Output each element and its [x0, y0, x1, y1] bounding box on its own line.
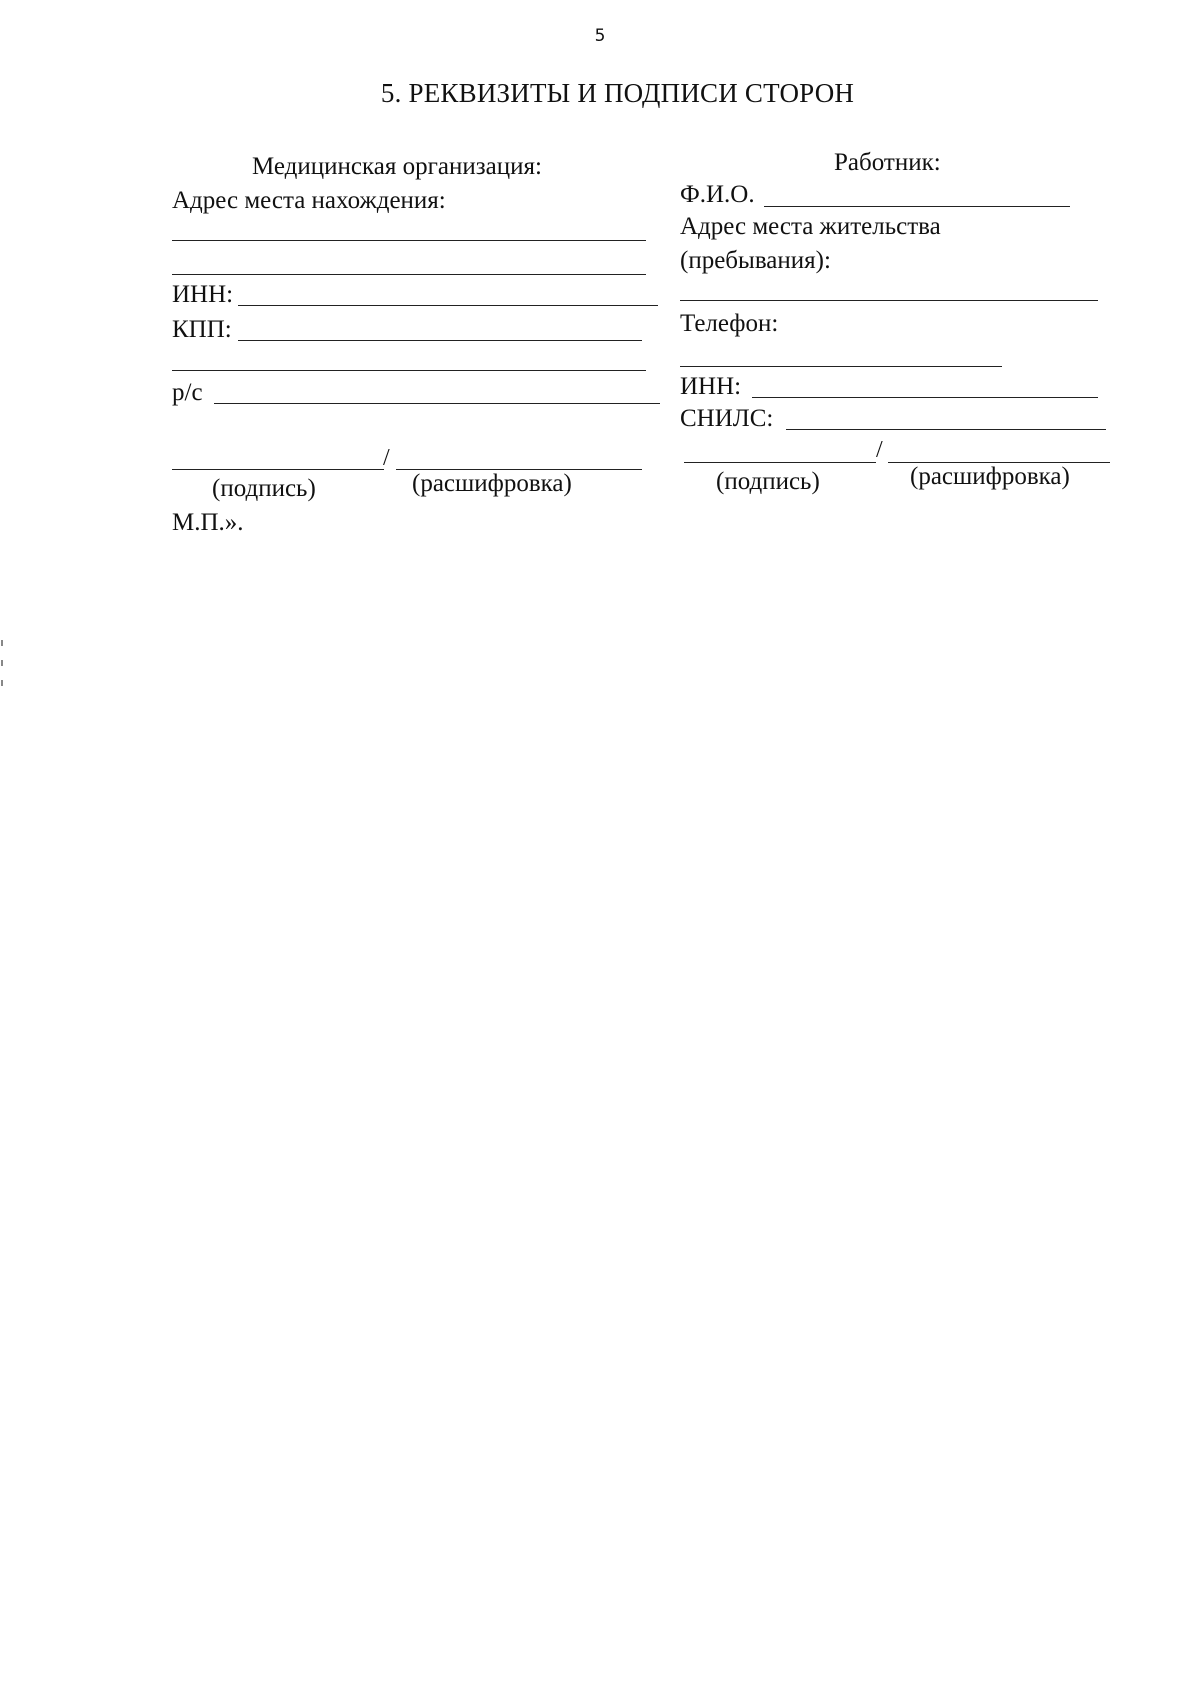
scan-artifact [1, 680, 3, 686]
organization-kpp-line[interactable] [238, 340, 642, 341]
scan-artifact [1, 640, 3, 646]
worker-fio-line[interactable] [764, 206, 1070, 207]
organization-signature-line[interactable] [172, 469, 384, 470]
worker-phone-line[interactable] [680, 366, 1002, 367]
organization-stamp: М.П.». [172, 509, 244, 536]
organization-kpp-label: КПП: [172, 316, 232, 343]
worker-fio-label: Ф.И.О. [680, 181, 755, 208]
worker-signature-line[interactable] [684, 462, 876, 463]
organization-address-line-2[interactable] [172, 274, 646, 275]
organization-inn-label: ИНН: [172, 281, 234, 308]
organization-signature-slash: / [383, 445, 390, 471]
scan-artifact [1, 660, 3, 666]
worker-inn-line[interactable] [752, 397, 1098, 398]
organization-signature-caption: (подпись) [212, 475, 316, 502]
organization-heading: Медицинская организация: [252, 153, 542, 180]
worker-phone-label: Телефон: [680, 310, 779, 337]
worker-snils-line[interactable] [786, 429, 1106, 430]
worker-address-line[interactable] [680, 300, 1098, 301]
page-number: 5 [594, 26, 606, 46]
worker-address-label-1: Адрес места жительства [680, 213, 941, 240]
organization-extra-line[interactable] [172, 370, 646, 371]
worker-signature-slash: / [876, 437, 883, 463]
section-title: 5. РЕКВИЗИТЫ И ПОДПИСИ СТОРОН [380, 78, 855, 108]
organization-address-line-1[interactable] [172, 240, 646, 241]
organization-account-label: р/с [172, 379, 203, 406]
worker-inn-label: ИНН: [680, 373, 742, 400]
organization-decoding-caption: (расшифровка) [412, 470, 572, 497]
organization-inn-line[interactable] [238, 305, 658, 306]
worker-decoding-caption: (расшифровка) [910, 463, 1070, 490]
worker-heading: Работник: [834, 149, 941, 176]
organization-account-line[interactable] [214, 403, 660, 404]
worker-snils-label: СНИЛС: [680, 405, 774, 432]
worker-signature-caption: (подпись) [716, 468, 820, 495]
worker-address-label-2: (пребывания): [680, 247, 831, 274]
organization-address-label: Адрес места нахождения: [172, 187, 446, 214]
